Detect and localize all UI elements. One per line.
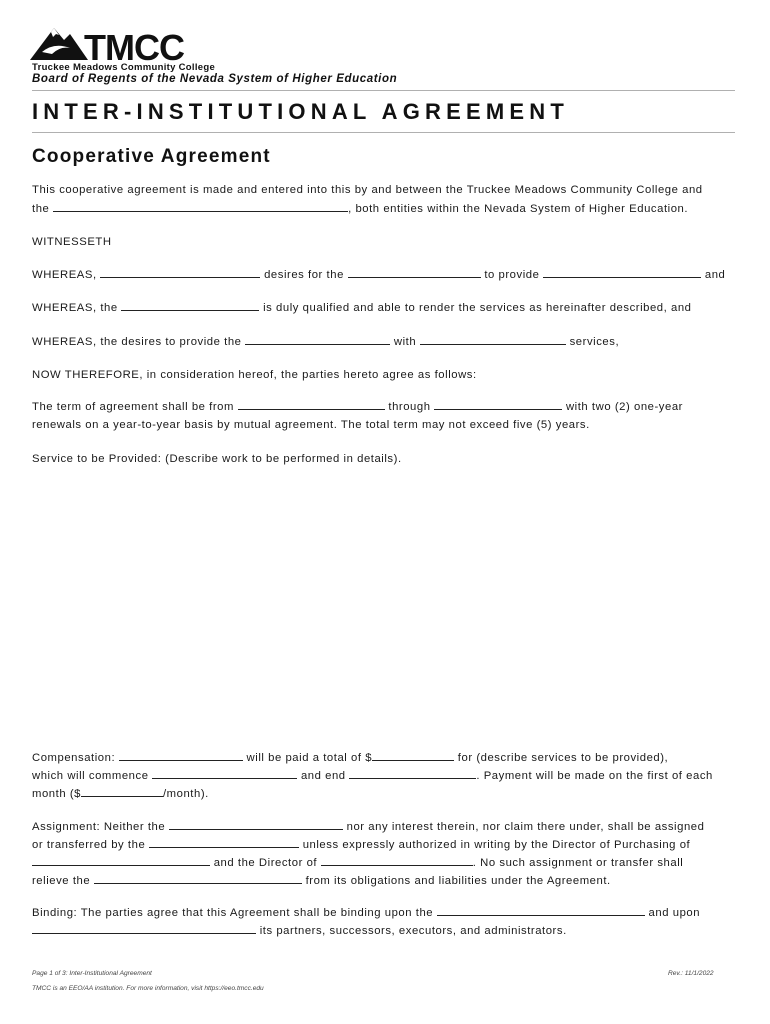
intro-line-2: the , both entities within the Nevada System of Higher Education. bbox=[32, 203, 689, 215]
assignment-line-2: or transferred by the unless expressly authorized in writing by the Director of Purchasing of bbox=[32, 839, 691, 851]
page-title: INTER-INSTITUTIONAL AGREEMENT bbox=[32, 99, 570, 124]
whereas1-provide-field[interactable] bbox=[543, 267, 701, 278]
witnesseth: WITNESSETH bbox=[32, 236, 112, 248]
intro-line-1: This cooperative agreement is made and entered into this by and between the Truckee Meadows Community College and bbox=[32, 184, 703, 196]
term-end-field[interactable] bbox=[434, 399, 562, 410]
whereas3-service-field[interactable] bbox=[245, 334, 390, 345]
compensation-line-3: month ($ /month). bbox=[32, 788, 209, 800]
mountain-logo-icon bbox=[30, 26, 88, 60]
purchasing-institution-field[interactable] bbox=[32, 855, 210, 866]
header-rule-top bbox=[32, 90, 735, 91]
header-rule-bottom bbox=[32, 132, 735, 133]
assignment-line-1: Assignment: Neither the nor any interest therein, nor claim there under, shall be assigned bbox=[32, 821, 705, 833]
whereas1-desire-field[interactable] bbox=[348, 267, 481, 278]
monthly-amount-field[interactable] bbox=[81, 786, 163, 797]
compensation-total-field[interactable] bbox=[372, 750, 454, 761]
assignment-line-3: and the Director of . No such assignment or transfer shall bbox=[32, 854, 742, 872]
end-date-field[interactable] bbox=[349, 768, 476, 779]
footer-eeo: TMCC is an EEO/AA institution. For more information, visit https://eeo.tmcc.edu bbox=[32, 985, 264, 992]
page-subtitle: Cooperative Agreement bbox=[32, 146, 271, 167]
binding-line-1: Binding: The parties agree that this Agreement shall be binding upon the and upon bbox=[32, 907, 701, 919]
assignment-line-4: relieve the from its obligations and liabilities under the Agreement. bbox=[32, 875, 611, 887]
binding-second-party-field[interactable] bbox=[32, 923, 256, 934]
compensation-line-2: which will commence and end . Payment will be made on the first of each bbox=[32, 770, 713, 782]
assignment-party-field[interactable] bbox=[169, 819, 343, 830]
director-of-field[interactable] bbox=[321, 855, 473, 866]
relieve-party-field[interactable] bbox=[94, 873, 302, 884]
binding-party-field[interactable] bbox=[437, 905, 645, 916]
whereas3-with-field[interactable] bbox=[420, 334, 566, 345]
whereas2-party-field[interactable] bbox=[121, 300, 259, 311]
term-line-1: The term of agreement shall be from through with two (2) one-year bbox=[32, 401, 683, 413]
compensation-line-1: Compensation: will be paid a total of $ for (describe services to be provided), bbox=[32, 752, 669, 764]
transferred-by-field[interactable] bbox=[149, 837, 299, 848]
term-line-2: renewals on a year-to-year basis by mutual agreement. The total term may not exceed five (5) years. bbox=[32, 419, 590, 431]
board-name: Board of Regents of the Nevada System of Higher Education bbox=[32, 73, 398, 85]
logo-text: TMCC bbox=[84, 27, 184, 68]
institution-name-field[interactable] bbox=[53, 201, 348, 212]
whereas-2: WHEREAS, the is duly qualified and able to render the services as hereinafter described, and bbox=[32, 302, 692, 314]
whereas1-party-field[interactable] bbox=[100, 267, 260, 278]
compensation-party-field[interactable] bbox=[119, 750, 243, 761]
footer-revision: Rev.: 11/1/2022 bbox=[668, 970, 714, 977]
commence-date-field[interactable] bbox=[152, 768, 297, 779]
college-name: Truckee Meadows Community College bbox=[32, 62, 216, 73]
whereas-1: WHEREAS, desires for the to provide and bbox=[32, 269, 726, 281]
footer-page-number: Page 1 of 3: Inter-Institutional Agreement bbox=[32, 970, 152, 977]
now-therefore: NOW THEREFORE, in consideration hereof, the parties hereto agree as follows: bbox=[32, 369, 477, 381]
term-start-field[interactable] bbox=[238, 399, 385, 410]
service-label: Service to be Provided: (Describe work to be performed in details). bbox=[32, 453, 402, 465]
binding-line-2: its partners, successors, executors, and administrators. bbox=[32, 922, 742, 940]
whereas-3: WHEREAS, the desires to provide the with services, bbox=[32, 336, 620, 348]
